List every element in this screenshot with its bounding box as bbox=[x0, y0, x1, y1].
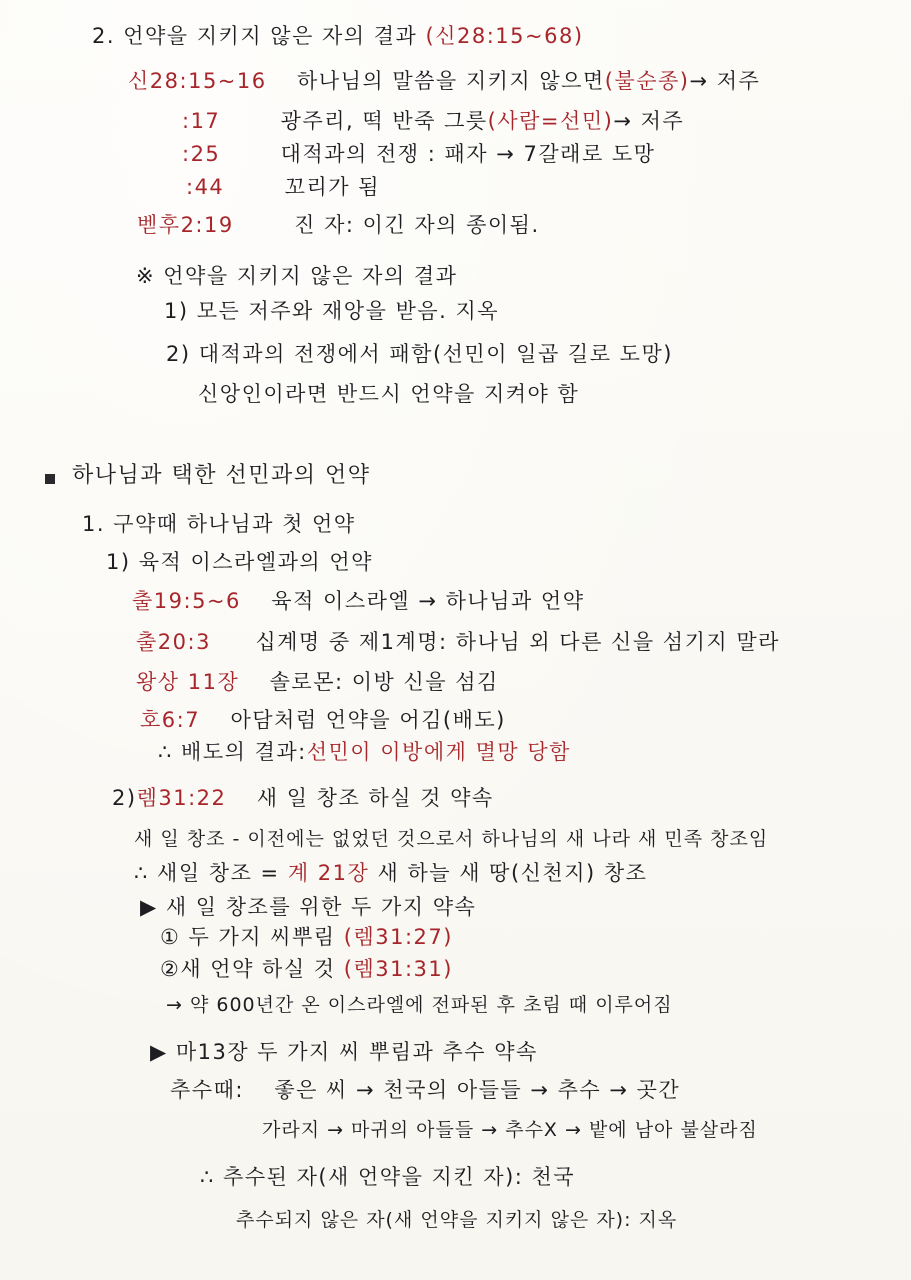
heading-ref: (신28:15~68) bbox=[425, 24, 584, 48]
bullet-square-icon bbox=[45, 474, 55, 484]
verse-ref: 호6:7 bbox=[140, 708, 201, 732]
subheading-new-creation bbox=[112, 784, 494, 812]
verse-row bbox=[136, 628, 780, 656]
verse-ref: 신28:15~16 bbox=[128, 69, 267, 93]
section-heading-covenant: 하나님과 택한 선민과의 언약 bbox=[72, 463, 371, 488]
verse-result: → 저주 bbox=[613, 109, 685, 133]
therefore-ref: 계 21장 bbox=[287, 861, 370, 885]
verse-note: (불순종) bbox=[604, 69, 690, 93]
verse-row bbox=[128, 67, 760, 95]
verse-row bbox=[136, 668, 499, 696]
verse-row bbox=[132, 587, 585, 615]
verse-text: 하나님의 말씀을 지키지 않으면 bbox=[297, 69, 605, 93]
verse-row bbox=[182, 107, 684, 135]
promise-result: → 약 600년간 온 이스라엘에 전파된 후 초림 때 이루어짐 bbox=[166, 994, 673, 1016]
verse-ref: :17 bbox=[182, 109, 221, 133]
promise-item bbox=[160, 955, 453, 983]
promise-item bbox=[160, 923, 453, 951]
harvest-bad: 가라지 → 마귀의 아들들 → 추수X → 밭에 남아 불살라짐 bbox=[262, 1119, 758, 1141]
section-heading-results bbox=[92, 22, 584, 50]
promises-title: ▶ 새 일 창조를 위한 두 가지 약속 bbox=[140, 895, 477, 919]
verse-row bbox=[140, 706, 506, 734]
summary-title: ※ 언약을 지키지 않은 자의 결과 bbox=[136, 264, 458, 288]
promise-text: ②새 언약 하실 것 bbox=[160, 957, 336, 981]
betrayal-text: 선민이 이방에게 멸망 당함 bbox=[306, 740, 571, 764]
verse-row bbox=[186, 173, 380, 201]
verse-ref: :44 bbox=[186, 175, 225, 199]
verse-text: 솔로몬: 이방 신을 섬김 bbox=[269, 670, 499, 694]
verse-ref: :25 bbox=[182, 142, 221, 166]
promise-text: ① 두 가지 씨뿌림 bbox=[160, 925, 336, 949]
verse-row bbox=[137, 211, 540, 239]
verse-ref: 왕상 11장 bbox=[136, 670, 240, 694]
verse-note: (사람=선민) bbox=[487, 109, 614, 133]
summary-conclusion: 신앙인이라면 반드시 언약을 지켜야 함 bbox=[198, 382, 580, 406]
verse-text: 아담처럼 언약을 어김(배도) bbox=[230, 708, 506, 732]
verse-text: 꼬리가 됨 bbox=[284, 175, 380, 199]
verse-row bbox=[182, 140, 655, 168]
sub-number: 2) bbox=[112, 786, 137, 810]
verse-result: → 저주 bbox=[689, 69, 761, 93]
verse-ref: 렘31:22 bbox=[136, 786, 227, 810]
verse-text: 대적과의 전쟁 : 패자 → 7갈래로 도망 bbox=[280, 142, 656, 166]
therefore-label: ∴ 새일 창조 = bbox=[134, 861, 280, 885]
subheading-old-testament: 1. 구약때 하나님과 첫 언약 bbox=[82, 512, 356, 536]
verse-text: 육적 이스라엘 → 하나님과 언약 bbox=[271, 589, 585, 613]
verse-text: 진 자: 이긴 자의 종이됨. bbox=[294, 213, 540, 237]
verse-ref: 출19:5~6 bbox=[132, 589, 241, 613]
verse-ref: 출20:3 bbox=[136, 630, 211, 654]
subheading-physical-israel: 1) 육적 이스라엘과의 언약 bbox=[106, 550, 373, 574]
promise-ref: (렘31:31) bbox=[343, 957, 453, 981]
promise-ref: (렘31:27) bbox=[343, 925, 453, 949]
final-conclusion-heaven: ∴ 추수된 자(새 언약을 지킨 자): 천국 bbox=[200, 1165, 576, 1189]
summary-item: 2) 대적과의 전쟁에서 패함(선민이 일곱 길로 도망) bbox=[166, 342, 673, 366]
verse-text: 광주리, 떡 반죽 그릇 bbox=[280, 109, 488, 133]
final-conclusion-hell: 추수되지 않은 자(새 언약을 지키지 않은 자): 지옥 bbox=[236, 1209, 678, 1231]
verse-ref: 벧후2:19 bbox=[137, 213, 234, 237]
therefore-text: 새 하늘 새 땅(신천지) 창조 bbox=[377, 861, 648, 885]
betrayal-result bbox=[158, 738, 571, 766]
summary-item: 1) 모든 저주와 재앙을 받음. 지옥 bbox=[164, 299, 500, 323]
heading-text: 2. 언약을 지키지 않은 자의 결과 bbox=[92, 24, 418, 48]
parable-title: ▶ 마13장 두 가지 씨 뿌림과 추수 약속 bbox=[150, 1040, 538, 1064]
betrayal-label: ∴ 배도의 결과: bbox=[158, 740, 307, 764]
new-creation-therefore bbox=[134, 859, 647, 887]
harvest-label: 추수때: bbox=[170, 1078, 244, 1102]
verse-text: 십계명 중 제1계명: 하나님 외 다른 신을 섬기지 말라 bbox=[255, 630, 780, 654]
harvest-good bbox=[170, 1076, 680, 1104]
sub-text: 새 일 창조 하실 것 약속 bbox=[256, 786, 494, 810]
new-creation-definition: 새 일 창조 - 이전에는 없었던 것으로서 하나님의 새 나라 새 민족 창조임 bbox=[134, 828, 769, 850]
harvest-good-text: 좋은 씨 → 천국의 아들들 → 추수 → 곳간 bbox=[274, 1078, 681, 1102]
